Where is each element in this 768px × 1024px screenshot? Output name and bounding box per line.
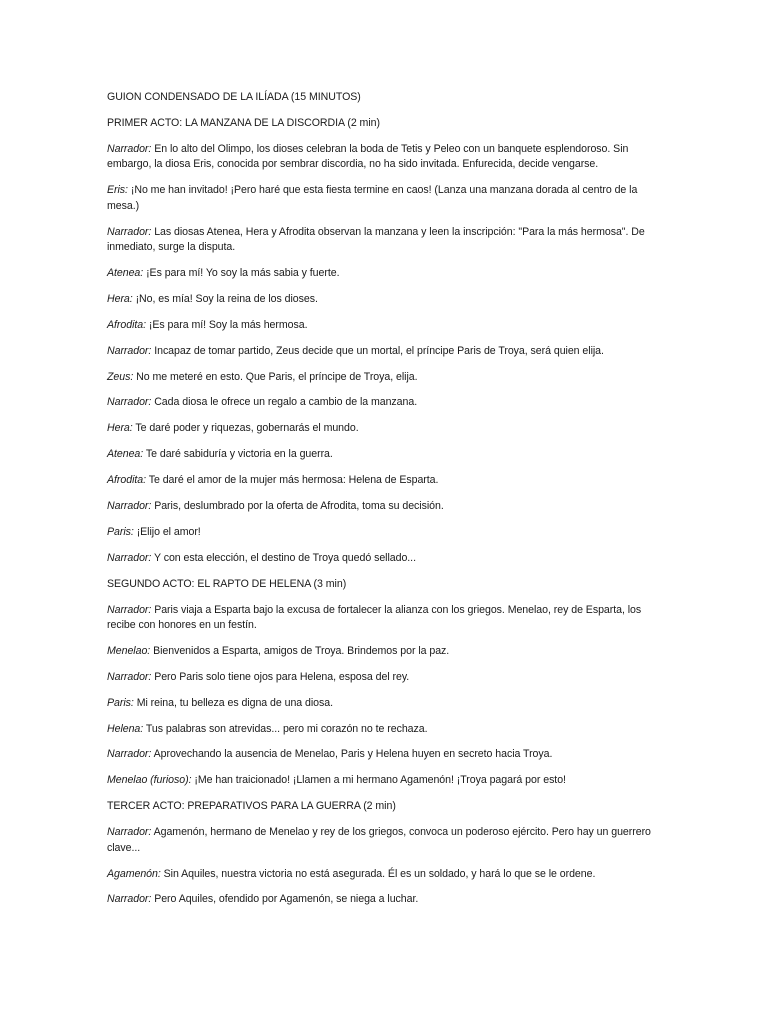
line-text: Incapaz de tomar partido, Zeus decide que un mortal, el príncipe Paris de Troya, será quien elija.: [154, 344, 604, 357]
section-heading: SEGUNDO ACTO: EL RAPTO DE HELENA (3 min): [107, 577, 347, 590]
speaker-name: Atenea:: [107, 266, 144, 279]
line-text: Pero Paris solo tiene ojos para Helena, esposa del rey.: [154, 670, 410, 683]
line-text: ¡Es para mí! Soy la más hermosa.: [148, 318, 308, 331]
section-heading: TERCER ACTO: PREPARATIVOS PARA LA GUERRA (2 min): [107, 800, 396, 813]
line-text: Cada diosa le ofrece un regalo a cambio de la manzana.: [154, 396, 418, 409]
line-text: Te daré poder y riquezas, gobernarás el mundo.: [135, 422, 359, 435]
speaker-name: Eris:: [107, 184, 128, 197]
line-text: Paris, deslumbrado por la oferta de Afrodita, toma su decisión.: [154, 499, 444, 512]
dialogue-line: [107, 421, 659, 437]
line-text: No me meteré en esto. Que Paris, el príncipe de Troya, elija.: [136, 370, 418, 383]
dialogue-line: [107, 722, 659, 738]
line-text: ¡No me han invitado! ¡Pero haré que esta fiesta termine en caos! (Lanza una manzana dorada al centro de la mesa.): [107, 184, 638, 212]
dialogue-line: [107, 142, 659, 173]
speaker-name: Zeus:: [107, 370, 134, 383]
line-text: Mi reina, tu belleza es digna de una diosa.: [136, 696, 334, 709]
dialogue-line: [107, 696, 659, 712]
speaker-name: Narrador:: [107, 826, 152, 839]
dialogue-line: [107, 225, 659, 256]
dialogue-line: [107, 473, 659, 489]
line-text: Te daré el amor de la mujer más hermosa: Helena de Esparta.: [148, 474, 439, 487]
speaker-name: Paris:: [107, 696, 134, 709]
dialogue-line: [107, 773, 659, 789]
dialogue-line: [107, 551, 659, 567]
speaker-name: Narrador:: [107, 603, 152, 616]
speaker-name: Hera:: [107, 422, 133, 435]
dialogue-line: [107, 603, 659, 634]
speaker-name: Atenea:: [107, 448, 144, 461]
speaker-name: Menelao (furioso):: [107, 774, 192, 787]
speaker-name: Narrador:: [107, 225, 152, 238]
speaker-name: Afrodita:: [107, 474, 147, 487]
dialogue-line: [107, 292, 659, 308]
dialogue-line: [107, 525, 659, 541]
line-text: Y con esta elección, el destino de Troya quedó sellado...: [154, 551, 416, 564]
speaker-name: Narrador:: [107, 893, 152, 906]
line-text: Agamenón, hermano de Menelao y rey de los griegos, convoca un poderoso ejército. Pero hay un guerrero clave...: [107, 826, 651, 854]
speaker-name: Narrador:: [107, 551, 152, 564]
dialogue-line: [107, 370, 659, 386]
line-text: Aprovechando la ausencia de Menelao, Paris y Helena huyen en secreto hacia Troya.: [153, 748, 553, 761]
line-text: Sin Aquiles, nuestra victoria no está asegurada. Él es un soldado, y hará lo que se le ordene.: [163, 867, 596, 880]
section-heading: PRIMER ACTO: LA MANZANA DE LA DISCORDIA (2 min): [107, 116, 380, 129]
speaker-name: Narrador:: [107, 499, 152, 512]
dialogue-line: [107, 183, 659, 214]
speaker-name: Narrador:: [107, 670, 152, 683]
dialogue-line: [107, 644, 659, 660]
speaker-name: Paris:: [107, 525, 134, 538]
speaker-name: Narrador:: [107, 396, 152, 409]
section-heading: GUION CONDENSADO DE LA ILÍADA (15 MINUTOS): [107, 91, 361, 103]
dialogue-line: [107, 499, 659, 515]
line-text: ¡Elijo el amor!: [136, 525, 201, 538]
line-text: ¡Me han traicionado! ¡Llamen a mi hermano Agamenón! ¡Troya pagará por esto!: [194, 774, 566, 787]
line-text: En lo alto del Olimpo, los dioses celebran la boda de Tetis y Peleo con un banquete esplendoroso. Sin embargo, la diosa Eris, conocida por sembrar discordia, no ha sido invitada. Enfurecida, decide vengarse.: [107, 142, 629, 171]
line-text: Bienvenidos a Esparta, amigos de Troya. Brindemos por la paz.: [153, 644, 450, 657]
dialogue-line: [107, 747, 659, 763]
speaker-name: Narrador:: [107, 142, 152, 155]
speaker-name: Hera:: [107, 292, 133, 305]
speaker-name: Agamenón:: [107, 867, 161, 880]
line-text: ¡Es para mí! Yo soy la más sabia y fuerte.: [146, 266, 340, 279]
dialogue-line: [107, 266, 659, 282]
dialogue-line: [107, 447, 659, 463]
dialogue-line: [107, 318, 659, 334]
line-text: Las diosas Atenea, Hera y Afrodita observan la manzana y leen la inscripción: "Para la más hermosa". De inmediato, surge la disputa.: [107, 225, 645, 254]
dialogue-line: [107, 344, 659, 360]
line-text: Te daré sabiduría y victoria en la guerra.: [145, 448, 333, 461]
speaker-name: Narrador:: [107, 344, 152, 357]
dialogue-line: [107, 670, 659, 686]
dialogue-line: [107, 395, 659, 411]
speaker-name: Narrador:: [107, 748, 152, 761]
speaker-name: Afrodita:: [107, 318, 147, 331]
line-text: Tus palabras son atrevidas... pero mi corazón no te rechaza.: [145, 722, 428, 735]
speaker-name: Helena:: [107, 722, 144, 735]
line-text: Pero Aquiles, ofendido por Agamenón, se niega a luchar.: [154, 893, 419, 906]
script-content: [107, 90, 659, 918]
dialogue-line: [107, 892, 659, 908]
line-text: Paris viaja a Esparta bajo la excusa de fortalecer la alianza con los griegos. Menelao, rey de Esparta, los recibe con honores en un festín.: [107, 603, 642, 632]
dialogue-line: [107, 867, 659, 883]
dialogue-line: [107, 825, 659, 856]
line-text: ¡No, es mía! Soy la reina de los dioses.: [135, 292, 318, 305]
speaker-name: Menelao:: [107, 644, 151, 657]
